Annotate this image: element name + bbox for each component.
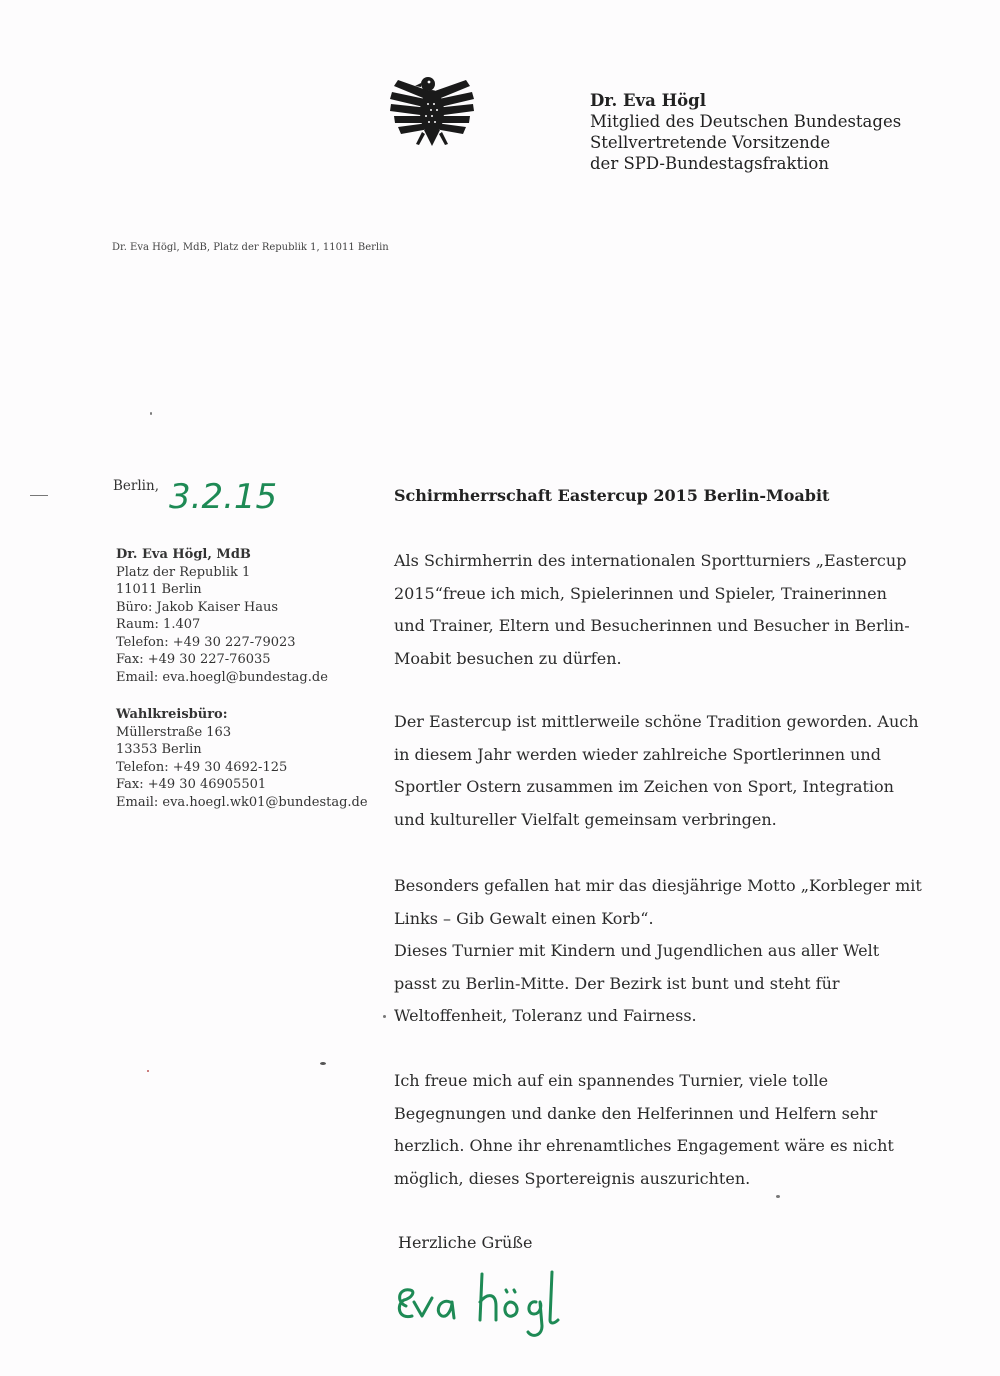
- body-paragraph-2: [394, 706, 934, 836]
- body-line: Begegnungen und danke den Helferinnen und Helfern sehr: [394, 1103, 878, 1123]
- body-paragraph-4: [394, 1065, 934, 1195]
- body-line: Links – Gib Gewalt einen Korb“.: [394, 908, 654, 928]
- body-line: Weltoffenheit, Toleranz und Fairness.: [394, 1006, 697, 1025]
- scan-speck: [147, 1070, 149, 1072]
- contact-line: Platz der Republik 1: [116, 564, 251, 580]
- body-line: Sportler Ostern zusammen im Zeichen von Sport, Integration: [394, 777, 894, 796]
- constituency-office-line: Email: eva.hoegl.wk01@bundestag.de: [116, 794, 368, 810]
- body-line: Moabit besuchen zu dürfen.: [394, 648, 622, 668]
- scan-speck: [776, 1195, 780, 1198]
- letterhead-line: Mitglied des Deutschen Bundestages: [590, 112, 902, 131]
- date-place-label: Berlin,: [113, 478, 159, 494]
- contact-line: Raum: 1.407: [116, 617, 201, 632]
- contact-line: Büro: Jakob Kaiser Haus: [116, 599, 279, 615]
- scan-speck: [150, 412, 152, 415]
- body-line: Besonders gefallen hat mir das diesjährige Motto „Korbleger mit: [394, 876, 922, 895]
- contact-line: Telefon: +49 30 227-79023: [116, 634, 296, 650]
- letterhead-name: Dr. Eva Högl: [590, 91, 706, 110]
- bundestag-eagle-icon: [388, 72, 476, 152]
- constituency-office-line: 13353 Berlin: [116, 742, 202, 757]
- contact-line: 11011 Berlin: [116, 582, 202, 597]
- constituency-office-title: Wahlkreisbüro:: [116, 707, 228, 722]
- fold-mark: [30, 495, 48, 496]
- contact-block: [116, 546, 328, 686]
- body-line: und kultureller Vielfalt gemeinsam verbringen.: [394, 809, 777, 829]
- svg-text:3.2.15: 3.2.15: [169, 477, 278, 517]
- handwritten-signature: [392, 1262, 592, 1342]
- letterhead-line: der SPD-Bundestagsfraktion: [590, 154, 829, 173]
- letterhead: [590, 90, 901, 174]
- body-line: in diesem Jahr werden wieder zahlreiche Sportlerinnen und: [394, 744, 881, 764]
- body-line: passt zu Berlin-Mitte. Der Bezirk ist bunt und steht für: [394, 973, 840, 993]
- body-line: Ich freue mich auf ein spannendes Turnier, viele tolle: [394, 1071, 829, 1090]
- constituency-office-block: [116, 706, 368, 811]
- scan-speck: [383, 1015, 386, 1018]
- constituency-office-line: Telefon: +49 30 4692-125: [116, 759, 288, 775]
- body-line: möglich, dieses Sportereignis auszurichten.: [394, 1168, 751, 1188]
- handwritten-date: [167, 474, 287, 522]
- body-line: Der Eastercup ist mittlerweile schöne Tradition geworden. Auch: [394, 712, 919, 731]
- letterhead-line: Stellvertretende Vorsitzende: [590, 133, 831, 152]
- date-row: [113, 477, 278, 517]
- constituency-office-line: Müllerstraße 163: [116, 724, 232, 740]
- contact-name: Dr. Eva Högl, MdB: [116, 547, 251, 562]
- scan-speck: [320, 1062, 326, 1065]
- constituency-office-line: Fax: +49 30 46905501: [116, 777, 267, 792]
- body-line: 2015“freue ich mich, Spielerinnen und Spieler, Trainerinnen: [394, 583, 887, 603]
- body-line: und Trainer, Eltern und Besucherinnen und Besucher in Berlin-: [394, 616, 910, 635]
- sender-return-address: Dr. Eva Högl, MdB, Platz der Republik 1, 11011 Berlin: [112, 242, 389, 253]
- contact-line: Fax: +49 30 227-76035: [116, 652, 271, 667]
- contact-line: Email: eva.hoegl@bundestag.de: [116, 669, 328, 685]
- letter-subject: Schirmherrschaft Eastercup 2015 Berlin-Moabit: [394, 486, 830, 505]
- body-paragraph-3: [394, 870, 934, 1033]
- body-line: Als Schirmherrin des internationalen Sportturniers „Eastercup: [394, 551, 907, 570]
- body-line: herzlich. Ohne ihr ehrenamtliches Engagement wäre es nicht: [394, 1136, 894, 1155]
- body-paragraph-1: [394, 545, 934, 675]
- closing-salutation: Herzliche Grüße: [398, 1233, 533, 1252]
- body-line: Dieses Turnier mit Kindern und Jugendlichen aus aller Welt: [394, 941, 880, 960]
